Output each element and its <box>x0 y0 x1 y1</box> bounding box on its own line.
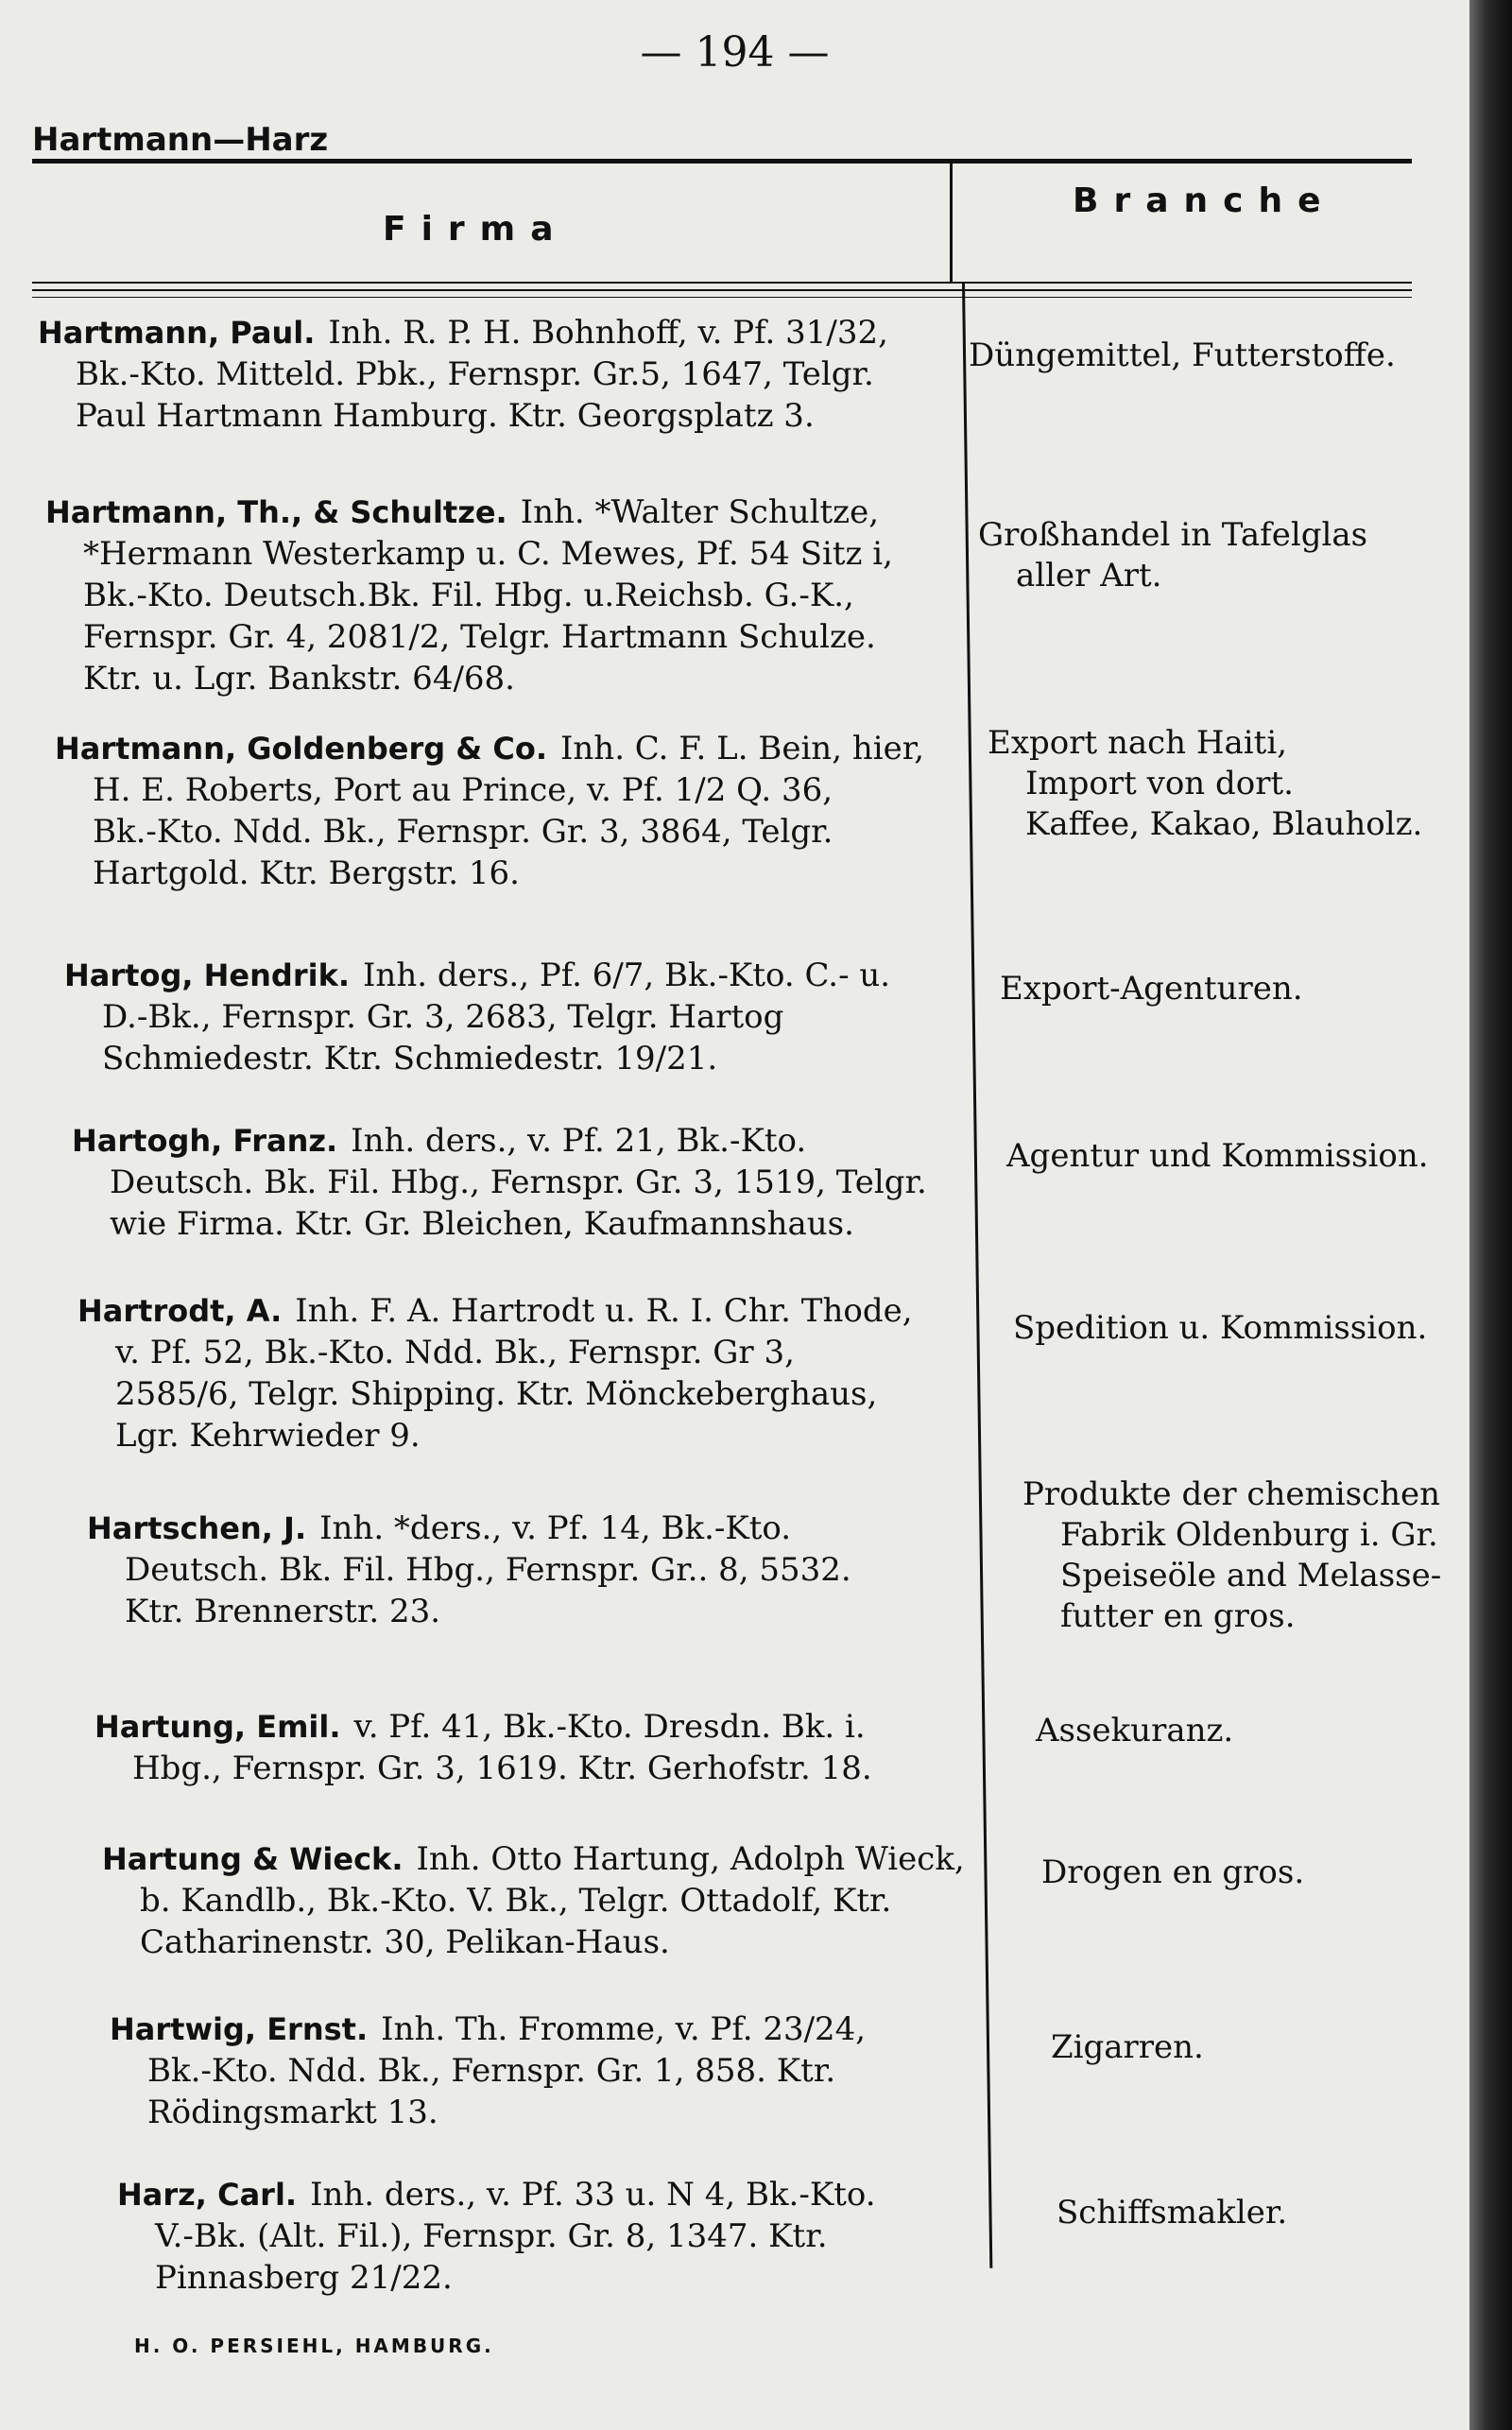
entry-first-line <box>55 728 1000 769</box>
entry-first-line <box>110 2008 1055 2050</box>
firm-name: Hartogh, Franz. <box>72 1123 338 1159</box>
entry-firm <box>102 1838 1047 1963</box>
entry-branche <box>1036 1711 1233 1751</box>
entry-firm <box>45 491 990 699</box>
entry-line: Bk.-Kto. Ndd. Bk., Fernspr. Gr. 1, 858. Ktr. <box>147 2052 836 2090</box>
entry-first-line <box>45 491 990 533</box>
branche-line: Kaffee, Kakao, Blauholz. <box>1025 805 1423 843</box>
entry-first-line <box>38 312 983 353</box>
firm-name: Hartrodt, A. <box>77 1293 283 1329</box>
header-divider <box>950 159 953 282</box>
printer-imprint: H. O. PERSIEHL, HAMBURG. <box>134 2335 494 2357</box>
branche-line: Großhandel in Tafelglas <box>978 516 1368 554</box>
branche-line: Import von dort. <box>1025 765 1294 802</box>
running-head: Hartmann—Harz <box>32 121 329 159</box>
entry-details: Inh. Th. Fromme, v. Pf. 23/24, <box>381 2010 867 2048</box>
branche-line: Drogen en gros. <box>1041 1853 1305 1891</box>
entry-first-line <box>87 1508 1032 1549</box>
entry-firm <box>38 312 983 437</box>
firm-name: Hartmann, Goldenberg & Co. <box>55 731 547 767</box>
entry-first-line <box>64 955 1009 996</box>
entry-line: Catharinenstr. 30, Pelikan-Haus. <box>140 1923 670 1961</box>
entry-firm <box>72 1120 1017 1245</box>
entry-line: Schmiedestr. Ktr. Schmiedestr. 19/21. <box>102 1040 718 1077</box>
branche-line: Assekuranz. <box>1036 1712 1234 1749</box>
entry-details: Inh. ders., Pf. 6/7, Bk.-Kto. C.- u. <box>363 956 891 994</box>
entry-firm <box>110 2008 1055 2133</box>
entry-line: *Hermann Westerkamp u. C. Mewes, Pf. 54 Sitz i, <box>83 535 893 573</box>
entry-branche <box>1041 1853 1304 1893</box>
entry-line: Hartgold. Ktr. Bergstr. 16. <box>93 854 520 892</box>
branche-line: Düngemittel, Futterstoffe. <box>969 336 1396 374</box>
branche-line: Export-Agenturen. <box>1000 970 1303 1008</box>
branche-line: aller Art. <box>1016 557 1162 595</box>
firm-name: Hartschen, J. <box>87 1510 307 1546</box>
entry-line: Bk.-Kto. Mitteld. Pbk., Fernspr. Gr.5, 1647, Telgr. <box>76 355 874 393</box>
entry-first-line <box>102 1838 1047 1880</box>
firm-name: Hartog, Hendrik. <box>64 957 350 993</box>
entry-branche <box>1006 1136 1429 1177</box>
header-rule-2 <box>32 289 1412 291</box>
entry-details: Inh. Otto Hartung, Adolph Wieck, <box>416 1840 965 1878</box>
entry-firm <box>64 955 1009 1079</box>
entry-first-line <box>94 1706 1040 1748</box>
entry-line: Fernspr. Gr. 4, 2081/2, Telgr. Hartmann Schulze. <box>83 618 876 656</box>
column-header-branche: Branche <box>1073 181 1336 220</box>
entry-line: Bk.-Kto. Ndd. Bk., Fernspr. Gr. 3, 3864, Telgr. <box>93 813 833 851</box>
entry-branche <box>1013 1308 1427 1349</box>
firm-name: Hartmann, Paul. <box>38 315 316 351</box>
column-header-firma: Firma <box>383 210 569 249</box>
entry-details: Inh. *ders., v. Pf. 14, Bk.-Kto. <box>319 1509 792 1547</box>
entry-details: Inh. ders., v. Pf. 33 u. N 4, Bk.-Kto. <box>310 2176 876 2214</box>
entry-line: Deutsch. Bk. Fil. Hbg., Fernspr. Gr. 3, 1519, Telgr. <box>110 1163 927 1201</box>
page-edge <box>1469 0 1512 2430</box>
entry-details: Inh. R. P. H. Bohnhoff, v. Pf. 31/32, <box>328 314 888 352</box>
top-rule <box>32 159 1412 164</box>
entry-first-line <box>77 1290 1022 1332</box>
entry-line: Hbg., Fernspr. Gr. 3, 1619. Ktr. Gerhofstr. 18. <box>132 1749 872 1787</box>
entry-line: H. E. Roberts, Port au Prince, v. Pf. 1/2 Q. 36, <box>93 771 833 809</box>
entry-line: wie Firma. Ktr. Gr. Bleichen, Kaufmannshaus. <box>110 1205 854 1243</box>
entry-firm <box>87 1508 1032 1632</box>
firm-name: Hartwig, Ernst. <box>110 2011 369 2047</box>
entry-line: b. Kandlb., Bk.-Kto. V. Bk., Telgr. Ottadolf, Ktr. <box>140 1882 892 1920</box>
entry-line: Paul Hartmann Hamburg. Ktr. Georgsplatz 3. <box>76 397 815 435</box>
branche-line: Agentur und Kommission. <box>1006 1137 1429 1175</box>
branche-line: Schiffsmakler. <box>1057 2194 1288 2232</box>
entry-line: Deutsch. Bk. Fil. Hbg., Fernspr. Gr.. 8, 5532. <box>125 1551 851 1589</box>
page-number: — 194 — <box>640 28 830 77</box>
branche-line: Speiseöle and Melasse- <box>1060 1557 1442 1594</box>
entry-first-line <box>117 2174 1062 2215</box>
header-rule-3 <box>32 297 1412 298</box>
entry-branche <box>1022 1474 1441 1637</box>
firm-name: Hartmann, Th., & Schultze. <box>45 494 507 530</box>
entry-branche <box>1051 2027 1204 2068</box>
entry-line: Lgr. Kehrwieder 9. <box>115 1417 421 1455</box>
entry-branche <box>978 515 1367 596</box>
entry-branche <box>1000 969 1303 1009</box>
entry-details: Inh. C. F. L. Bein, hier, <box>559 730 925 767</box>
entry-line: V.-Bk. (Alt. Fil.), Fernspr. Gr. 8, 1347. Ktr. <box>155 2217 828 2255</box>
entry-line: Bk.-Kto. Deutsch.Bk. Fil. Hbg. u.Reichsb. G.-K., <box>83 577 854 614</box>
entry-branche <box>969 336 1396 376</box>
branche-line: Spedition u. Kommission. <box>1013 1309 1428 1347</box>
entry-line: Rödingsmarkt 13. <box>147 2094 438 2131</box>
entry-first-line <box>72 1120 1017 1162</box>
entry-branche <box>1057 2193 1287 2233</box>
entry-line: Ktr. Brennerstr. 23. <box>125 1593 441 1630</box>
branche-line: Produkte der chemischen <box>1022 1475 1440 1513</box>
branche-line: Zigarren. <box>1051 2028 1204 2066</box>
branche-line: Export nach Haiti, <box>988 724 1288 762</box>
entry-line: Ktr. u. Lgr. Bankstr. 64/68. <box>83 660 515 698</box>
header-rule-1 <box>32 282 1412 284</box>
branche-line: Fabrik Oldenburg i. Gr. <box>1060 1516 1438 1554</box>
entry-line: Pinnasberg 21/22. <box>155 2259 453 2297</box>
entry-firm <box>117 2174 1062 2299</box>
entry-firm <box>77 1290 1022 1456</box>
branche-line: futter en gros. <box>1060 1597 1296 1635</box>
entry-line: v. Pf. 52, Bk.-Kto. Ndd. Bk., Fernspr. Gr 3, <box>115 1334 795 1371</box>
entry-branche <box>988 723 1422 845</box>
entry-line: D.-Bk., Fernspr. Gr. 3, 2683, Telgr. Hartog <box>102 998 784 1036</box>
entry-details: v. Pf. 41, Bk.-Kto. Dresdn. Bk. i. <box>353 1708 866 1746</box>
firm-name: Hartung, Emil. <box>94 1709 341 1745</box>
firm-name: Harz, Carl. <box>117 2177 298 2213</box>
entry-line: 2585/6, Telgr. Shipping. Ktr. Mönckeberghaus, <box>115 1375 878 1413</box>
entry-details: Inh. *Walter Schultze, <box>520 493 880 531</box>
entry-firm <box>94 1706 1040 1789</box>
entry-details: Inh. F. A. Hartrodt u. R. I. Chr. Thode, <box>295 1292 913 1330</box>
entry-details: Inh. ders., v. Pf. 21, Bk.-Kto. <box>351 1122 807 1160</box>
firm-name: Hartung & Wieck. <box>102 1841 404 1877</box>
entry-firm <box>55 728 1000 894</box>
